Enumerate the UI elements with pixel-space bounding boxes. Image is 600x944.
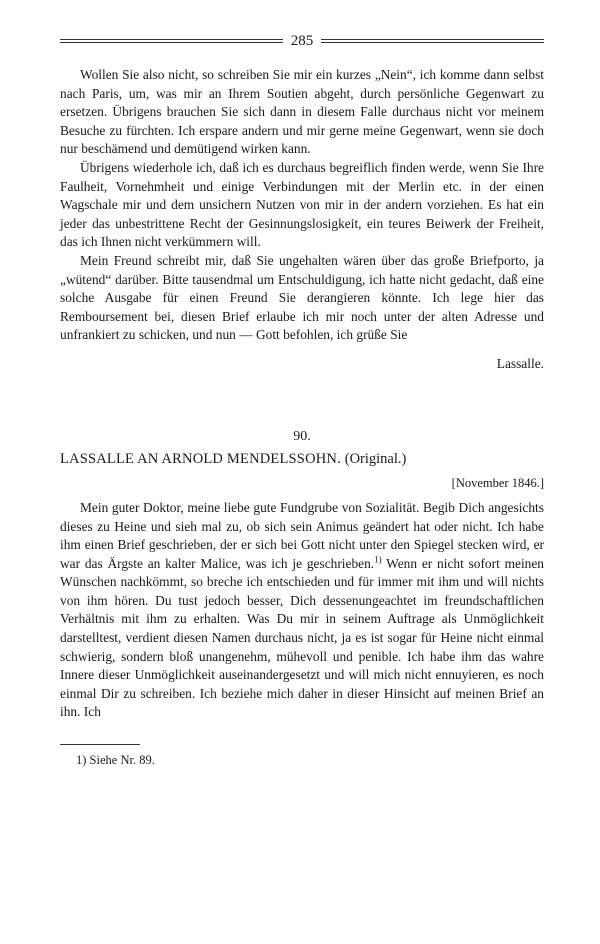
letter2-text-before-note: Mein guter Doktor, meine liebe gute Fundgrube von Sozialität. Begib Dich angesichts dieses zu Heine und sieh mal zu, ob sich sein Animus geändert hat oder nicht. Ich habe ihm einen Brief geschrieben, der er sich bei Gott nicht unter den Spiegel stecken wird, er war das Ärgste an kalter Malice, was ich je geschrieben. xyxy=(60,499,544,571)
letter1-paragraph-1: Wollen Sie also nicht, so schreiben Sie mir ein kurzes „Nein“, ich komme dann selbst nach Paris, um, was mir an Ihrem Soutien abgeht, durch persönliche Gegenwart zu ersetzen. Übrigens brauchen Sie sich dann in diesem Falle durchaus nicht vor meinem Besuche zu fürchten. Ich erspare andern und mir gerne meine Gegenwart, wenn sie doch nur beschämend und demütigend wirken kann. xyxy=(60,67,544,157)
footnote-reference: 1) xyxy=(374,554,382,565)
letter2-paragraph xyxy=(60,499,544,722)
footnote-text: Siehe Nr. 89. xyxy=(89,753,155,768)
page-number: 285 xyxy=(290,32,314,49)
letter-heading-note: (Original.) xyxy=(344,450,407,467)
header-rule-right xyxy=(321,39,544,43)
page-header xyxy=(60,30,544,52)
footnote xyxy=(60,753,544,768)
letter-date: [November 1846.] xyxy=(451,475,544,490)
letter1-signature: Lassalle. xyxy=(496,355,544,371)
footnote-divider xyxy=(60,744,140,745)
letter-heading xyxy=(60,451,544,468)
letter-heading-title: LASSALLE AN ARNOLD MENDELSSOHN. xyxy=(60,450,341,467)
footnote-marker: 1) xyxy=(76,753,87,768)
letter-number: 90. xyxy=(293,428,311,444)
header-rule-left xyxy=(60,39,283,43)
letter1-paragraph-2: Übrigens wiederhole ich, daß ich es durchaus begreiflich finden werde, wenn Sie Ihre Faulheit, Vornehmheit und einige Verbindungen mit der Merlin etc. in der einen Wagschale mir und dem unsichern Nutzen von mir in der andern vorziehen. Es hat ein jeder das unbestrittene Recht der Gesinnungslosigkeit, ein teures Beiwerk der Freiheit, das ich Ihnen nicht verkümmern will. xyxy=(60,159,544,250)
letter2-text-after-note: Wenn er nicht sofort meinen Wünschen nachkömmt, so breche ich entschieden und für immer mit ihm und will nichts von ihm hören. Du tust jedoch besser, Dich dessenungeachtet im freundschaftlichen Verhältnis mit ihm zu erhalten. Was Du mir in seinem Auftrage als Unmöglichkeit darstelltest, verdient diesen Namen durchaus nicht, ja es ist sogar für Heine nicht einmal schwierig, sondern bloß unangenehm, mühevoll und penible. Ich habe ihm das wahre Innere dieser Unmöglichkeit auseinandergesetzt und will mich nicht ennuyieren, es noch einmal Dir zu schreiben. Ich beziehe mich daher in dieser Hinsicht auf meinen Brief an ihn. Ich xyxy=(60,555,544,720)
book-page xyxy=(60,30,544,768)
letter1-paragraph-3: Mein Freund schreibt mir, daß Sie ungehalten wären über das große Briefporto, ja „wütend“ darüber. Bitte tausendmal um Entschuldigung, ich hatte nicht gedacht, daß eine solche Ausgabe für einen Freund Sie derangieren könnte. Ich lege hier das Remboursement bei, diesen Brief erlaube ich mir noch unter der alten Adresse und unfrankiert zu schicken, und nun — Gott befohlen, ich grüße Sie xyxy=(60,252,544,343)
